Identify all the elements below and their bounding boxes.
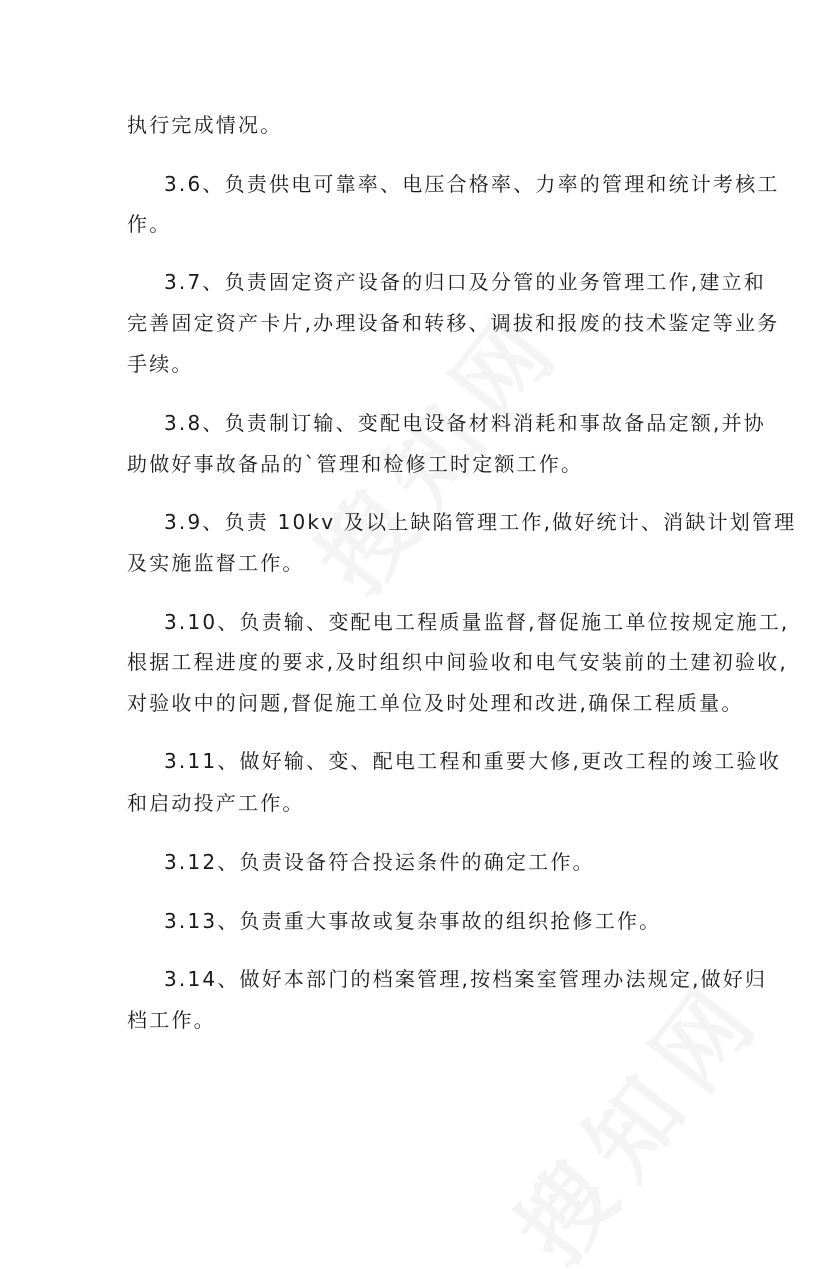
paragraph-line: 3.10、负责输、变配电工程质量监督,督促施工单位按规定施工, bbox=[164, 610, 790, 634]
paragraph-line: 3.9、负责 10kv 及以上缺陷管理工作,做好统计、消缺计划管理 bbox=[164, 510, 797, 534]
paragraph-line: 和启动投产工作。 bbox=[127, 791, 305, 815]
watermark-logo bbox=[481, 945, 788, 1286]
paragraph-line: 手续。 bbox=[127, 352, 194, 376]
paragraph-line: 3.11、做好输、变、配电工程和重要大修,更改工程的竣工验收 bbox=[164, 749, 781, 773]
paragraph-line: 完善固定资产卡片,办理设备和转移、调拔和报废的技术鉴定等业务 bbox=[127, 311, 780, 335]
paragraph-line: 执行完成情况。 bbox=[127, 113, 283, 137]
paragraph-line: 根据工程进度的要求,及时组织中间验收和电气安装前的土建初验收, bbox=[127, 650, 788, 674]
paragraph-line: 3.12、负责设备符合投运条件的确定工作。 bbox=[164, 850, 595, 874]
paragraph-line: 3.6、负责供电可靠率、电压合格率、力率的管理和统计考核工 bbox=[164, 172, 780, 196]
paragraph-line: 3.8、负责制订输、变配电设备材料消耗和事故备品定额,并协 bbox=[164, 411, 766, 435]
paragraph-line: 3.14、做好本部门的档案管理,按档案室管理办法规定,做好归 bbox=[164, 967, 768, 991]
paragraph-line: 及实施监督工作。 bbox=[127, 551, 305, 575]
paragraph-line: 对验收中的问题,督促施工单位及时处理和改进,确保工程质量。 bbox=[127, 691, 744, 715]
paragraph-line: 3.7、负责固定资产设备的归口及分管的业务管理工作,建立和 bbox=[164, 270, 766, 294]
paragraph-line: 作。 bbox=[127, 212, 172, 236]
paragraph-line: 档工作。 bbox=[127, 1008, 216, 1032]
paragraph-line: 3.13、负责重大事故或复杂事故的组织抢修工作。 bbox=[164, 909, 662, 933]
paragraph-line: 助做好事故备品的`管理和检修工时定额工作。 bbox=[127, 452, 584, 476]
